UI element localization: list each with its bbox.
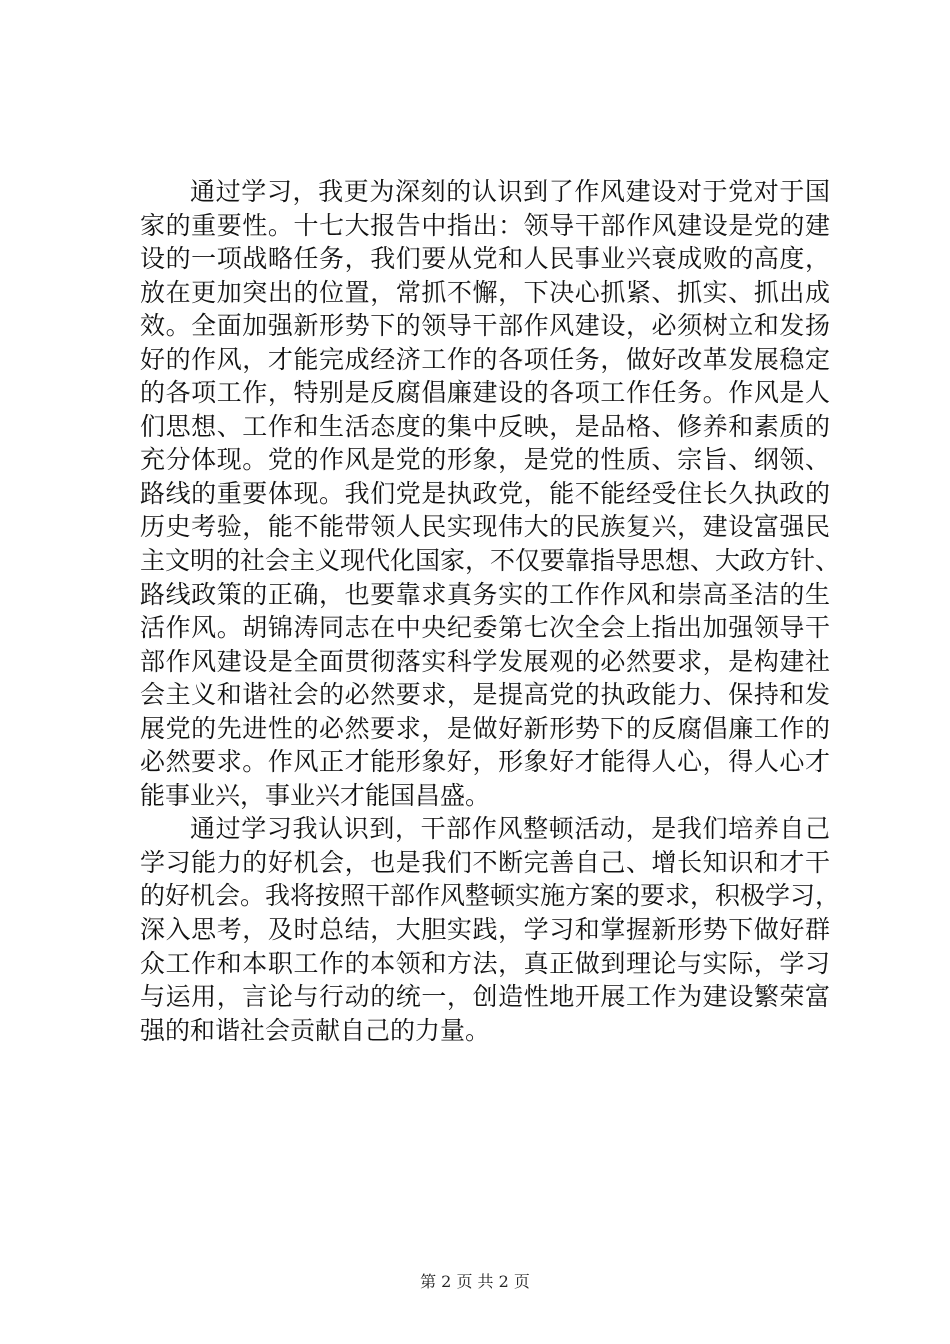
text-line: 必然要求。作风正才能形象好，形象好才能得人心，得人心才 <box>140 747 830 777</box>
paragraph-2 <box>140 812 841 1047</box>
text-line: 充分体现。党的作风是党的形象，是党的性质、宗旨、纲领、 <box>140 445 830 475</box>
text-line: 放在更加突出的位置，常抓不懈，下决心抓紧、抓实、抓出成 <box>140 277 830 307</box>
text-line: 学习能力的好机会，也是我们不断完善自己、增长知识和才干 <box>140 847 830 877</box>
text-line: 们思想、工作和生活态度的集中反映，是品格、修养和素质的 <box>140 411 830 441</box>
text-line: 效。全面加强新形势下的领导干部作风建设，必须树立和发扬 <box>140 311 830 341</box>
text-line: 强的和谐社会贡献自己的力量。 <box>140 1015 491 1045</box>
text-line: 的各项工作，特别是反腐倡廉建设的各项工作任务。作风是人 <box>140 378 830 408</box>
text-line: 通过学习，我更为深刻的认识到了作风建设对于党对于国 <box>190 177 830 206</box>
document-body <box>140 175 841 1047</box>
text-line: 会主义和谐社会的必然要求，是提高党的执政能力、保持和发 <box>140 680 830 710</box>
text-line: 主文明的社会主义现代化国家，不仅要靠指导思想、大政方针、 <box>140 546 841 576</box>
text-line: 通过学习我认识到，干部作风整顿活动，是我们培养自己 <box>190 814 830 844</box>
text-line: 好的作风，才能完成经济工作的各项任务，做好改革发展稳定 <box>140 344 830 374</box>
text-line: 路线政策的正确，也要靠求真务实的工作作风和崇高圣洁的生 <box>140 579 830 609</box>
text-line: 的好机会。我将按照干部作风整顿实施方案的要求，积极学习， <box>140 881 841 911</box>
text-line: 设的一项战略任务，我们要从党和人民事业兴衰成败的高度， <box>140 244 830 274</box>
text-line: 家的重要性。十七大报告中指出：领导干部作风建设是党的建 <box>140 210 830 240</box>
page-number: 第 2 页 共 2 页 <box>420 1272 530 1291</box>
text-line: 路线的重要体现。我们党是执政党，能不能经受住长久执政的 <box>140 478 830 508</box>
paragraph-1 <box>140 175 841 812</box>
text-line: 活作风。胡锦涛同志在中央纪委第七次全会上指出加强领导干 <box>140 613 830 643</box>
text-line: 深入思考，及时总结，大胆实践，学习和掌握新形势下做好群 <box>140 915 830 945</box>
text-line: 能事业兴，事业兴才能国昌盛。 <box>140 780 491 810</box>
text-line: 众工作和本职工作的本领和方法，真正做到理论与实际，学习 <box>140 948 830 978</box>
text-line: 与运用，言论与行动的统一，创造性地开展工作为建设繁荣富 <box>140 982 830 1012</box>
text-line: 部作风建设是全面贯彻落实科学发展观的必然要求，是构建社 <box>140 646 830 676</box>
text-line: 展党的先进性的必然要求，是做好新形势下的反腐倡廉工作的 <box>140 713 830 743</box>
text-line: 历史考验，能不能带领人民实现伟大的民族复兴，建设富强民 <box>140 512 830 542</box>
